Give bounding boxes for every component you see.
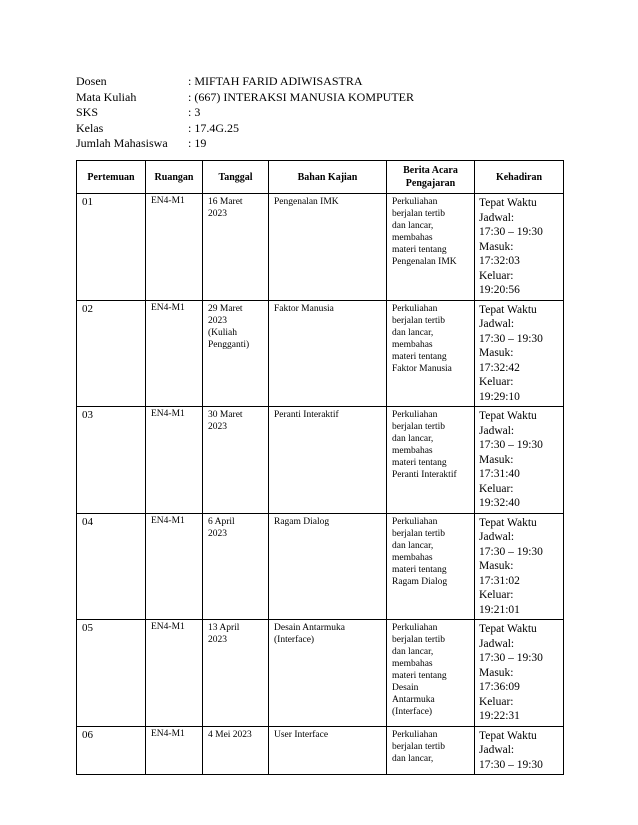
cell-pertemuan: 05 <box>77 620 146 727</box>
cell-kehadiran: Tepat Waktu Jadwal: 17:30 – 19:30 Masuk: 17:31:40 Keluar: 19:32:40 <box>475 407 564 514</box>
header-kehadiran: Kehadiran <box>475 161 564 194</box>
cell-kehadiran: Tepat Waktu Jadwal: 17:30 – 19:30 <box>475 726 564 775</box>
cell-pertemuan: 02 <box>77 300 146 407</box>
cell-bahan-kajian: Desain Antarmuka (Interface) <box>269 620 387 727</box>
sks-value: : 3 <box>188 105 201 119</box>
info-row-jumlah-mahasiswa <box>76 136 414 152</box>
cell-berita-acara: Perkuliahan berjalan tertib dan lancar, membahas materi tentang Pengenalan IMK <box>387 194 475 301</box>
cell-bahan-kajian: Ragam Dialog <box>269 513 387 620</box>
cell-tanggal: 30 Maret 2023 <box>203 407 269 514</box>
cell-bahan-kajian: Pengenalan IMK <box>269 194 387 301</box>
cell-tanggal: 16 Maret 2023 <box>203 194 269 301</box>
cell-tanggal: 4 Mei 2023 <box>203 726 269 775</box>
dosen-value: : MIFTAH FARID ADIWISASTRA <box>188 74 363 88</box>
cell-ruangan: EN4-M1 <box>146 513 203 620</box>
info-row-dosen <box>76 74 414 90</box>
kelas-value: : 17.4G.25 <box>188 120 239 135</box>
header-tanggal: Tanggal <box>203 161 269 194</box>
cell-ruangan: EN4-M1 <box>146 194 203 301</box>
cell-tanggal: 29 Maret 2023 (Kuliah Pengganti) <box>203 300 269 407</box>
mata-kuliah-value: : (667) INTERAKSI MANUSIA KOMPUTER <box>188 89 415 104</box>
info-row-sks <box>76 105 414 121</box>
cell-berita-acara: Perkuliahan berjalan tertib dan lancar, membahas materi tentang Desain Antarmuka (Interface) <box>387 620 475 727</box>
cell-bahan-kajian: Peranti Interaktif <box>269 407 387 514</box>
header-ruangan: Ruangan <box>146 161 203 194</box>
cell-ruangan: EN4-M1 <box>146 407 203 514</box>
info-row-mata-kuliah <box>76 90 414 106</box>
kelas-label: Kelas <box>76 120 104 135</box>
cell-pertemuan: 03 <box>77 407 146 514</box>
header-pertemuan: Pertemuan <box>77 161 146 194</box>
cell-berita-acara: Perkuliahan berjalan tertib dan lancar, <box>387 726 475 775</box>
cell-ruangan: EN4-M1 <box>146 726 203 775</box>
table-row <box>77 726 564 775</box>
cell-bahan-kajian: Faktor Manusia <box>269 300 387 407</box>
table-row <box>77 194 564 301</box>
cell-kehadiran: Tepat Waktu Jadwal: 17:30 – 19:30 Masuk: 17:32:42 Keluar: 19:29:10 <box>475 300 564 407</box>
cell-kehadiran: Tepat Waktu Jadwal: 17:30 – 19:30 Masuk: 17:32:03 Keluar: 19:20:56 <box>475 194 564 301</box>
attendance-table <box>76 160 564 775</box>
cell-ruangan: EN4-M1 <box>146 300 203 407</box>
mata-kuliah-label: Mata Kuliah <box>76 89 137 104</box>
info-row-kelas <box>76 121 414 137</box>
table-row <box>77 407 564 514</box>
table-row <box>77 620 564 727</box>
header-berita-acara: Berita Acara Pengajaran <box>387 161 475 194</box>
cell-pertemuan: 01 <box>77 194 146 301</box>
cell-tanggal: 6 April 2023 <box>203 513 269 620</box>
cell-tanggal: 13 April 2023 <box>203 620 269 727</box>
cell-kehadiran: Tepat Waktu Jadwal: 17:30 – 19:30 Masuk: 17:31:02 Keluar: 19:21:01 <box>475 513 564 620</box>
header-bahan-kajian: Bahan Kajian <box>269 161 387 194</box>
cell-bahan-kajian: User Interface <box>269 726 387 775</box>
table-header-row <box>77 161 564 194</box>
cell-berita-acara: Perkuliahan berjalan tertib dan lancar, membahas materi tentang Faktor Manusia <box>387 300 475 407</box>
jumlah-mahasiswa-value: : 19 <box>188 136 207 150</box>
cell-pertemuan: 06 <box>77 726 146 775</box>
sks-label: SKS <box>76 105 99 119</box>
cell-berita-acara: Perkuliahan berjalan tertib dan lancar, membahas materi tentang Ragam Dialog <box>387 513 475 620</box>
jumlah-mahasiswa-label: Jumlah Mahasiswa <box>76 136 168 150</box>
cell-pertemuan: 04 <box>77 513 146 620</box>
table-row <box>77 300 564 407</box>
course-info <box>76 74 414 152</box>
table-row <box>77 513 564 620</box>
dosen-label: Dosen <box>76 74 107 88</box>
cell-berita-acara: Perkuliahan berjalan tertib dan lancar, membahas materi tentang Peranti Interaktif <box>387 407 475 514</box>
cell-ruangan: EN4-M1 <box>146 620 203 727</box>
cell-kehadiran: Tepat Waktu Jadwal: 17:30 – 19:30 Masuk: 17:36:09 Keluar: 19:22:31 <box>475 620 564 727</box>
